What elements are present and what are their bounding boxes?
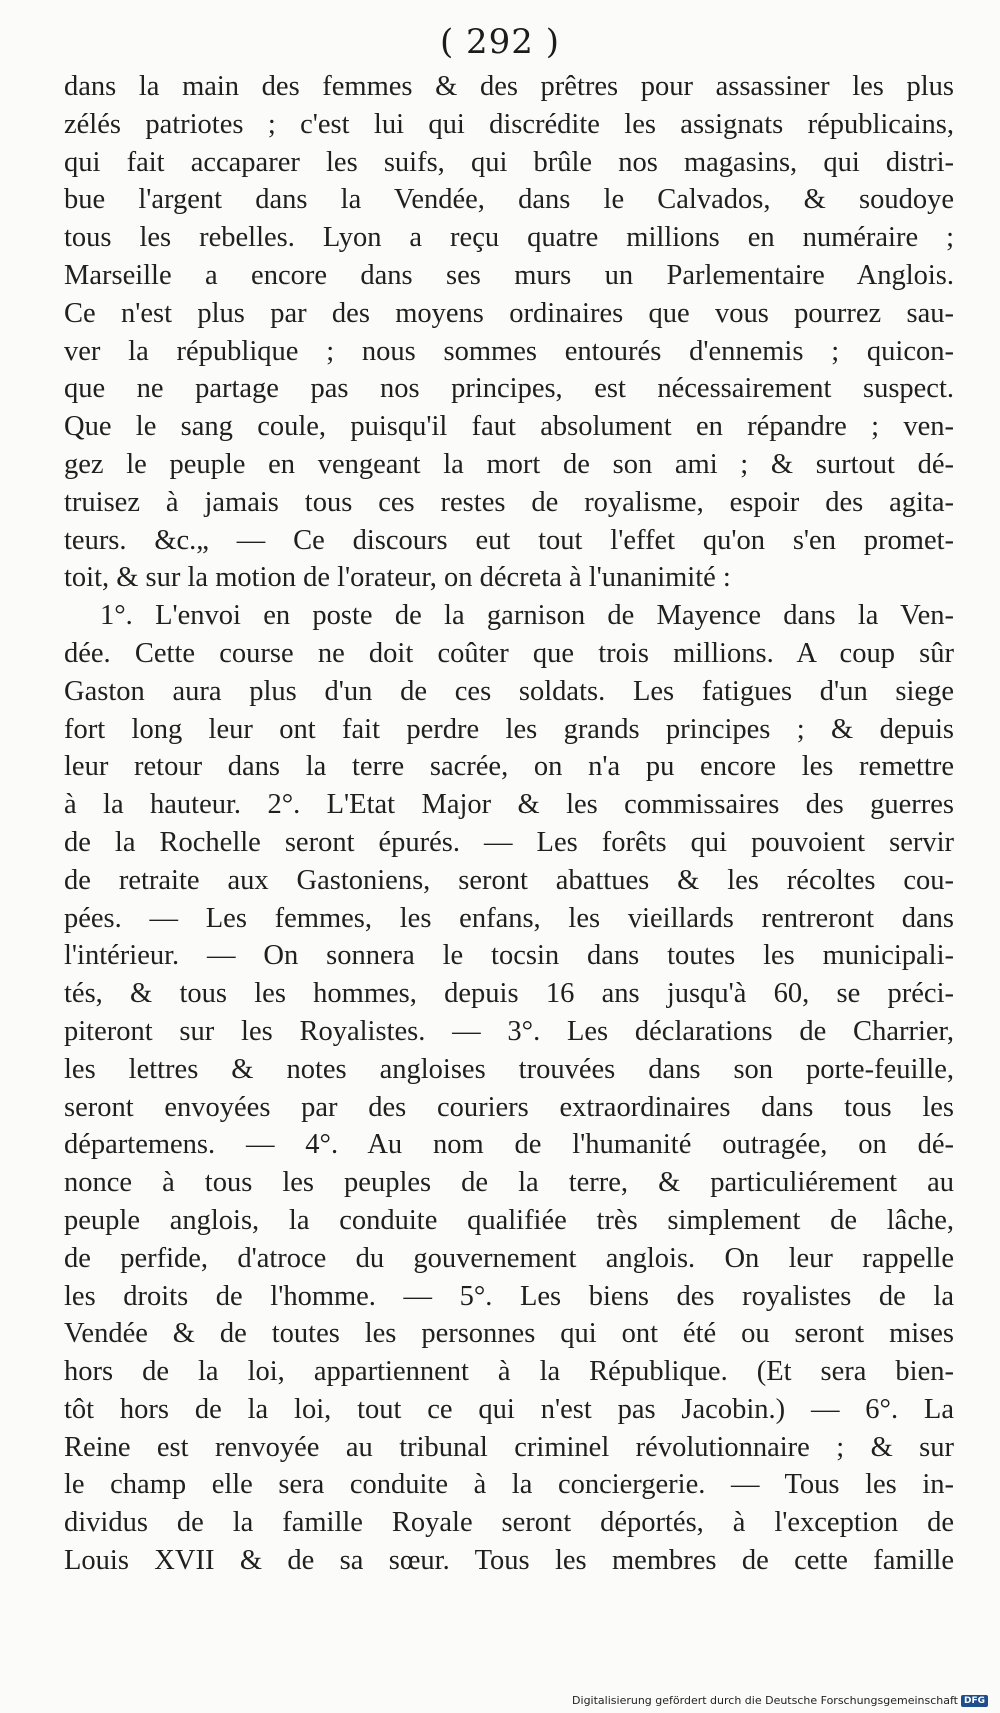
text-line: qui fait accaparer les suifs, qui brûle nos magasins, qui distri- bbox=[64, 146, 954, 178]
text-line: de perfide, d'atroce du gouvernement anglois. On leur rappelle bbox=[64, 1242, 954, 1274]
text-line: pées. — Les femmes, les enfans, les vieillards rentreront dans bbox=[64, 902, 954, 934]
text-line: gez le peuple en vengeant la mort de son ami ; & surtout dé- bbox=[64, 448, 954, 480]
text-line: départemens. — 4°. Au nom de l'humanité outragée, on dé- bbox=[64, 1129, 954, 1161]
text-line: Gaston aura plus d'un de ces soldats. Les fatigues d'un siege bbox=[64, 675, 954, 707]
text-line: truisez à jamais tous ces restes de royalisme, espoir des agita- bbox=[64, 486, 954, 518]
text-line: tôt hors de la loi, tout ce qui n'est pas Jacobin.) — 6°. La bbox=[64, 1393, 954, 1425]
text-line: Ce n'est plus par des moyens ordinaires que vous pourrez sau- bbox=[64, 297, 954, 329]
dfg-logo: DFG bbox=[961, 1695, 988, 1707]
credit-text: Digitalisierung gefördert durch die Deutsche Forschungsgemeinschaft bbox=[572, 1694, 958, 1707]
text-line: seront envoyées par des couriers extraordinaires dans tous les bbox=[64, 1091, 954, 1123]
body-text bbox=[64, 68, 954, 1580]
text-line: que ne partage pas nos principes, est nécessairement suspect. bbox=[64, 373, 954, 405]
text-line: l'intérieur. — On sonnera le tocsin dans toutes les municipali- bbox=[64, 940, 954, 972]
text-line: ver la république ; nous sommes entourés d'ennemis ; quicon- bbox=[64, 335, 954, 367]
text-line: dée. Cette course ne doit coûter que trois millions. A coup sûr bbox=[64, 637, 954, 669]
text-line: Louis XVII & de sa sœur. Tous les membres de cette famille bbox=[64, 1545, 954, 1577]
text-line: zélés patriotes ; c'est lui qui discrédite les assignats républicains, bbox=[64, 108, 954, 140]
text-line: de la Rochelle seront épurés. — Les forêts qui pouvoient servir bbox=[64, 826, 954, 858]
text-line: Vendée & de toutes les personnes qui ont été ou seront mises bbox=[64, 1318, 954, 1350]
text-line: 1°. L'envoi en poste de la garnison de Mayence dans la Ven- bbox=[100, 600, 954, 632]
text-line: Que le sang coule, puisqu'il faut absolument en répandre ; ven- bbox=[64, 411, 954, 443]
text-line: bue l'argent dans la Vendée, dans le Calvados, & soudoye bbox=[64, 184, 954, 216]
text-line: fort long leur ont fait perdre les grands principes ; & depuis bbox=[64, 713, 954, 745]
text-line: hors de la loi, appartiennent à la République. (Et sera bien- bbox=[64, 1356, 954, 1388]
page-number: ( 292 ) bbox=[439, 22, 561, 62]
text-line: teurs. &c.„ — Ce discours eut tout l'effet qu'on s'en promet- bbox=[64, 524, 954, 556]
text-line: de retraite aux Gastoniens, seront abattues & les récoltes cou- bbox=[64, 864, 954, 896]
digitization-credit bbox=[572, 1694, 988, 1707]
text-line: à la hauteur. 2°. L'Etat Major & les commissaires des guerres bbox=[64, 789, 954, 821]
text-line: dans la main des femmes & des prêtres pour assassiner les plus bbox=[64, 71, 954, 102]
text-line: Reine est renvoyée au tribunal criminel révolutionnaire ; & sur bbox=[64, 1431, 954, 1463]
text-line: piteront sur les Royalistes. — 3°. Les déclarations de Charrier, bbox=[64, 1015, 954, 1047]
text-line: les droits de l'homme. — 5°. Les biens des royalistes de la bbox=[64, 1280, 954, 1312]
text-line: tous les rebelles. Lyon a reçu quatre millions en numéraire ; bbox=[64, 222, 954, 254]
text-line: Marseille a encore dans ses murs un Parlementaire Anglois. bbox=[64, 259, 954, 291]
text-line: tés, & tous les hommes, depuis 16 ans jusqu'à 60, se préci- bbox=[64, 978, 954, 1010]
text-line: nonce à tous les peuples de la terre, & particuliérement au bbox=[64, 1167, 954, 1199]
text-line: les lettres & notes angloises trouvées dans son porte-feuille, bbox=[64, 1053, 954, 1085]
text-line: peuple anglois, la conduite qualifiée très simplement de lâche, bbox=[64, 1204, 954, 1236]
text-line: leur retour dans la terre sacrée, on n'a pu encore les remettre bbox=[64, 751, 954, 783]
text-line: le champ elle sera conduite à la conciergerie. — Tous les in- bbox=[64, 1469, 954, 1501]
text-line: dividus de la famille Royale seront déportés, à l'exception de bbox=[64, 1507, 954, 1539]
text-line: toit, & sur la motion de l'orateur, on décreta à l'unanimité : bbox=[64, 562, 731, 594]
